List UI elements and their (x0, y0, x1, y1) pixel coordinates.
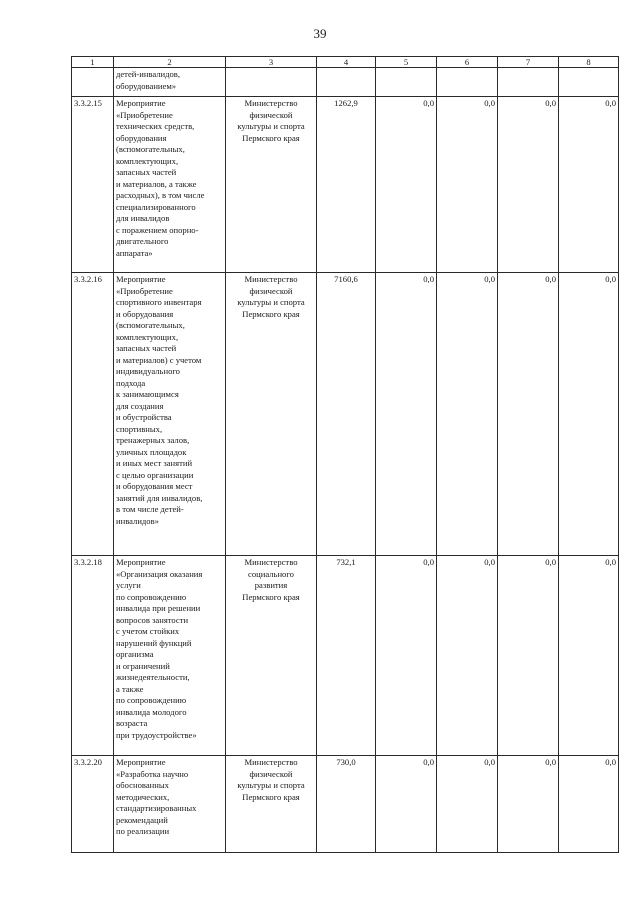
column-header: 2 (114, 57, 226, 68)
value-col5: 0,0 (376, 556, 437, 756)
header-row (72, 57, 619, 68)
column-header: 6 (437, 57, 498, 68)
item-executor: Министерство социального развития Пермского края (226, 556, 317, 756)
item-name: Мероприятие «Разработка научно обоснованных методических, стандартизированных рекомендаций по реализации (114, 756, 226, 853)
item-executor: Министерство физической культуры и спорта Пермского края (226, 273, 317, 556)
table-row (72, 756, 619, 853)
value-col6: 0,0 (437, 273, 498, 556)
table-row (72, 97, 619, 273)
column-header: 1 (72, 57, 114, 68)
item-number: 3.3.2.20 (72, 756, 114, 853)
item-name: детей-инвалидов, оборудованием» (114, 68, 226, 97)
item-number: 3.3.2.18 (72, 556, 114, 756)
column-header: 3 (226, 57, 317, 68)
value-col7: 0,0 (498, 97, 559, 273)
item-name: Мероприятие «Приобретение спортивного инвентаря и оборудования (вспомогательных, комплектующих, запасных частей и материалов) с учетом индивидуального подхода к занимающимся для создания и обустройства спортивных, тренажерных залов, уличных площадок и иных мест занятий с целью организации и оборудования мест занятий для инвалидов, в том числе детей- инвалидов» (114, 273, 226, 556)
value-col8: 0,0 (559, 97, 619, 273)
item-executor: Министерство физической культуры и спорта Пермского края (226, 97, 317, 273)
value-col5: 0,0 (376, 97, 437, 273)
column-header: 7 (498, 57, 559, 68)
column-header: 8 (559, 57, 619, 68)
value-col6: 0,0 (437, 97, 498, 273)
item-number: 3.3.2.15 (72, 97, 114, 273)
value-col6: 0,0 (437, 756, 498, 853)
value-col8: 0,0 (559, 556, 619, 756)
value-col4 (317, 68, 376, 97)
value-col6 (437, 68, 498, 97)
value-col7: 0,0 (498, 556, 559, 756)
item-name: Мероприятие «Приобретение технических средств, оборудования (вспомогательных, комплектующих, запасных частей и материалов, а также расходных), в том числе специализированного для инвалидов с поражением опорно- двигательного аппарата» (114, 97, 226, 273)
value-col5: 0,0 (376, 273, 437, 556)
table-row (72, 273, 619, 556)
column-header: 5 (376, 57, 437, 68)
value-col4: 7160,6 (317, 273, 376, 556)
column-header: 4 (317, 57, 376, 68)
value-col7 (498, 68, 559, 97)
item-number (72, 68, 114, 97)
value-col8: 0,0 (559, 273, 619, 556)
value-col8 (559, 68, 619, 97)
table-row (72, 68, 619, 97)
program-table (71, 56, 619, 853)
value-col5 (376, 68, 437, 97)
value-col7: 0,0 (498, 273, 559, 556)
table-row (72, 556, 619, 756)
value-col4: 732,1 (317, 556, 376, 756)
value-col7: 0,0 (498, 756, 559, 853)
value-col5: 0,0 (376, 756, 437, 853)
value-col4: 1262,9 (317, 97, 376, 273)
item-number: 3.3.2.16 (72, 273, 114, 556)
value-col6: 0,0 (437, 556, 498, 756)
value-col4: 730,0 (317, 756, 376, 853)
value-col8: 0,0 (559, 756, 619, 853)
item-executor (226, 68, 317, 97)
page-number: 39 (313, 26, 327, 41)
item-executor: Министерство физической культуры и спорта Пермского края (226, 756, 317, 853)
item-name: Мероприятие «Организация оказания услуги по сопровождению инвалида при решении вопросов занятости с учетом стойких нарушений функций организма и ограничений жизнедеятельности, а также по сопровождению инвалида молодого возраста при трудоустройстве» (114, 556, 226, 756)
